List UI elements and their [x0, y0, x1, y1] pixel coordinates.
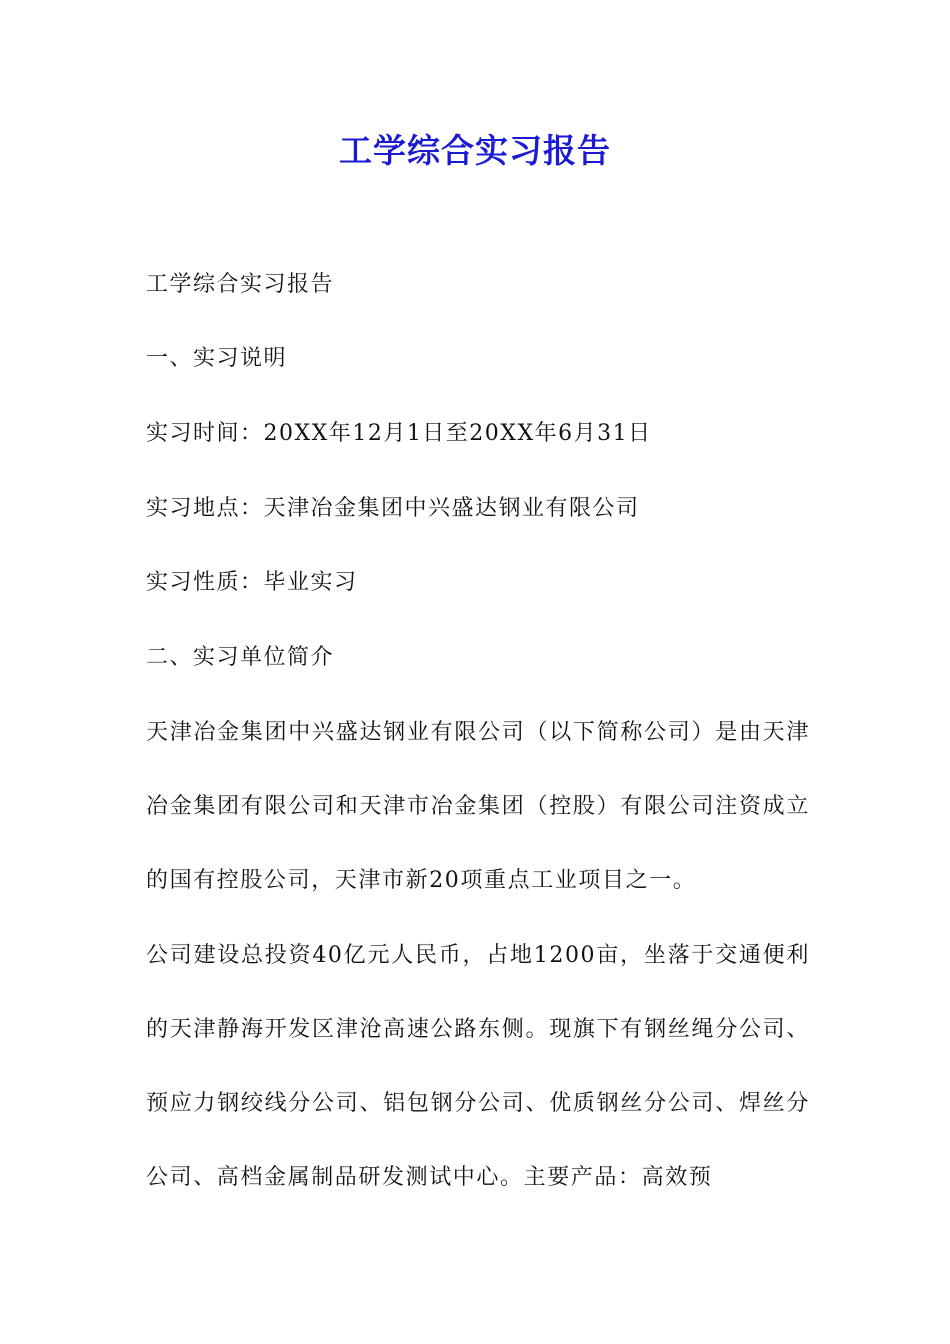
section-heading-internship-description: 一、实习说明 — [146, 346, 288, 371]
internship-nature: 实习性质：毕业实习 — [146, 570, 358, 595]
company-paragraph-2: 公司建设总投资40亿元人民币，占地1200亩，坐落于交通便利的天津静海开发区津沧高速公路东侧。现旗下有钢丝绳分公司、预应力钢绞线分公司、铝包钢分公司、优质钢丝分公司、焊丝分公司、高档金属制品研发测试中心。主要产品：高效预 — [146, 943, 810, 1190]
company-paragraph-1: 天津冶金集团中兴盛达钢业有限公司（以下简称公司）是由天津冶金集团有限公司和天津市冶金集团（控股）有限公司注资成立的国有控股公司，天津市新20项重点工业项目之一。 — [146, 720, 810, 893]
internship-place: 实习地点：天津冶金集团中兴盛达钢业有限公司 — [146, 496, 640, 521]
document-title: 工学综合实习报告 — [339, 131, 611, 170]
internship-time: 实习时间：20XX年12月1日至20XX年6月31日 — [146, 421, 652, 446]
report-subtitle: 工学综合实习报告 — [146, 272, 335, 297]
section-heading-company-profile: 二、实习单位简介 — [146, 645, 335, 670]
